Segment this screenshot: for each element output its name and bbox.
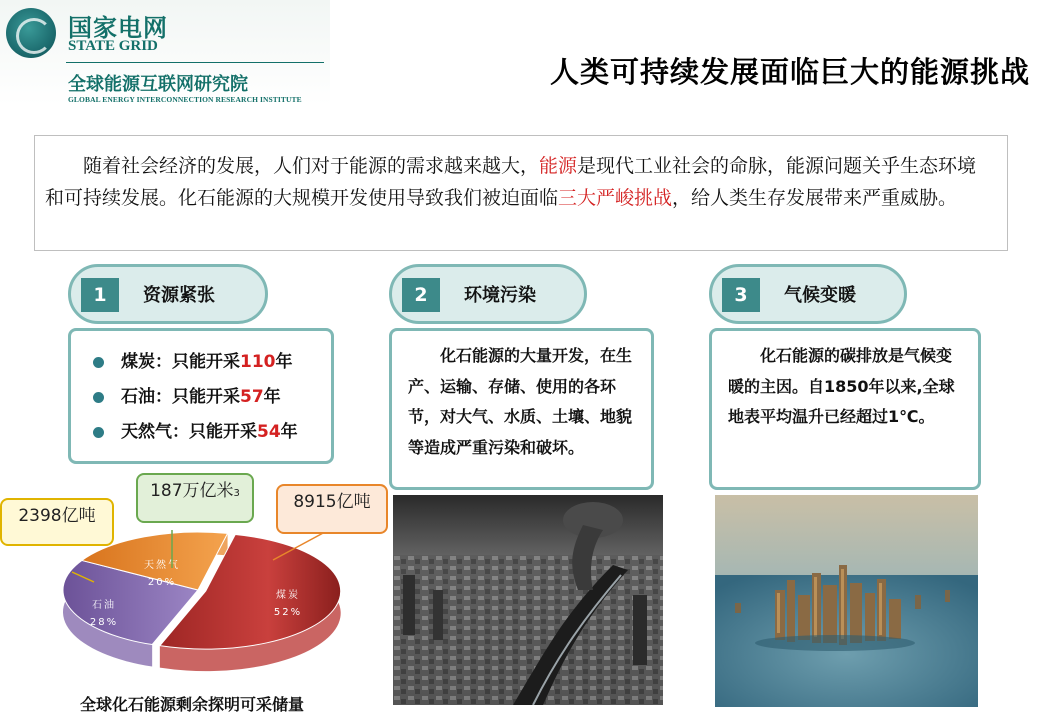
coal-callout: 8915亿吨 bbox=[276, 484, 388, 534]
intro-text-3: ，给人类生存发展带来严重威胁。 bbox=[672, 187, 958, 209]
pie-label-percent: 20% bbox=[147, 577, 177, 588]
logo-divider bbox=[66, 62, 324, 63]
list-item-oil: 石油：只能开采57年 bbox=[93, 380, 331, 415]
pie-label-percent: 52% bbox=[273, 607, 303, 618]
challenge-number-1: 1 bbox=[81, 278, 119, 312]
climate-text: 化石能源的碳排放是气候变暖的主因。自1850年以来,全球地表平均温升已经超过1℃。 bbox=[728, 346, 955, 426]
list-item-gas: 天然气：只能开采54年 bbox=[93, 415, 331, 450]
flooded-city-photo bbox=[715, 495, 978, 707]
challenge-label-3: 气候变暖 bbox=[784, 285, 856, 306]
intro-paragraph bbox=[34, 135, 1008, 251]
challenge-label-2: 环境污染 bbox=[464, 285, 536, 306]
pie-label-percent: 28% bbox=[89, 617, 119, 628]
state-grid-emblem-icon bbox=[6, 8, 56, 58]
bullet-icon bbox=[93, 357, 104, 368]
challenge-label-1: 资源紧张 bbox=[143, 285, 215, 306]
climate-box bbox=[709, 328, 981, 490]
page-title: 人类可持续发展面临巨大的能源挑战 bbox=[549, 55, 1030, 89]
resource-list bbox=[71, 331, 331, 450]
institute-en: GLOBAL ENERGY INTERCONNECTION RESEARCH INSTITUTE bbox=[68, 95, 302, 104]
polluted-city-photo bbox=[393, 495, 663, 705]
intro-text-2: 是现代工业社会的命脉，能源问题关乎生态环境和可持续发展。化石能源的大规模开发使用导致我们被迫面临 bbox=[45, 155, 977, 209]
pie-label-name: 煤炭 bbox=[276, 590, 300, 601]
resource-box bbox=[68, 328, 334, 464]
challenge-number-3: 3 bbox=[722, 278, 760, 312]
bullet-icon bbox=[93, 392, 104, 403]
list-item-coal: 煤炭：只能开采110年 bbox=[93, 345, 331, 380]
pie-label-name: 石油 bbox=[92, 600, 116, 611]
logo-en: STATE GRID bbox=[68, 38, 158, 54]
intro-text-1: 随着社会经济的发展，人们对于能源的需求越来越大， bbox=[83, 155, 540, 177]
bullet-icon bbox=[93, 427, 104, 438]
challenge-header-1 bbox=[68, 264, 268, 324]
intro-highlight-challenges: 三大严峻挑战 bbox=[558, 187, 673, 209]
oil-callout: 2398亿吨 bbox=[0, 498, 114, 546]
intro-highlight-energy: 能源 bbox=[539, 155, 578, 177]
challenge-number-2: 2 bbox=[402, 278, 440, 312]
challenge-header-2 bbox=[389, 264, 587, 324]
challenge-header-3 bbox=[709, 264, 907, 324]
pie-label-name: 天然气 bbox=[144, 560, 180, 571]
chart-caption: 全球化石能源剩余探明可采储量 bbox=[80, 695, 305, 714]
logo-cn: 国家电网 bbox=[68, 14, 168, 42]
logo bbox=[0, 0, 330, 105]
pollution-text: 化石能源的大量开发，在生产、运输、存储、使用的各环节，对大气、水质、土壤、地貌等造成严重污染和破坏。 bbox=[408, 346, 633, 457]
gas-callout: 187万亿米3 bbox=[136, 473, 254, 523]
pollution-box bbox=[389, 328, 654, 490]
institute-cn: 全球能源互联网研究院 bbox=[68, 74, 248, 95]
